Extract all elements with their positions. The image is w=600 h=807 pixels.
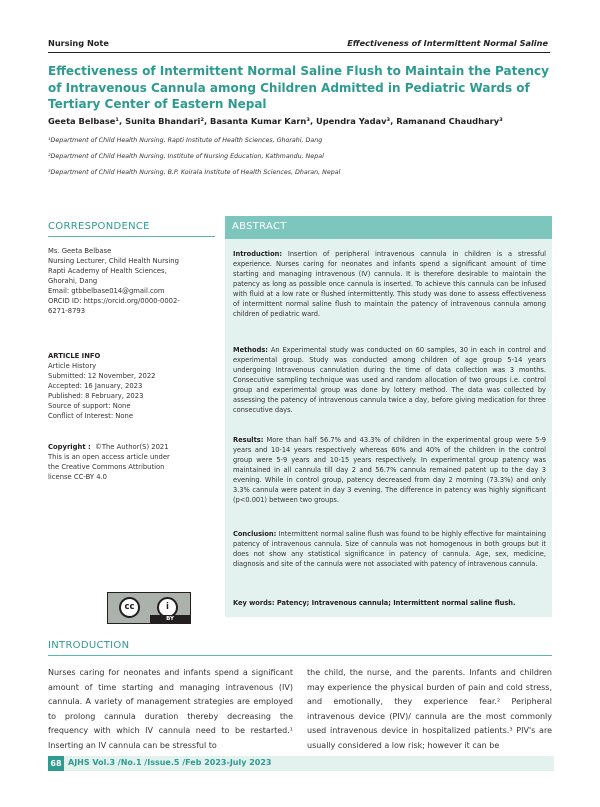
correspondence-line: Ms. Geeta Belbase	[48, 247, 112, 255]
abstract-heading: ABSTRACT	[232, 221, 287, 232]
abstract-results-label: Results:	[233, 436, 264, 444]
abstract-conclusion	[233, 529, 546, 569]
correspondence-heading: CORRESPONDENCE	[48, 221, 150, 232]
abstract-conclusion-label: Conclusion:	[233, 530, 277, 538]
affiliation-1: ¹Department of Child Health Nursing, Rapti Institute of Health Sciences, Ghorahi, Dang	[48, 137, 323, 144]
article-info-line: Accepted: 16 January, 2023	[48, 382, 143, 390]
affiliation-3: ³Department of Child Health Nursing, B.P. Koirala Institute of Health Sciences, Dharan, Nepal	[48, 169, 341, 176]
header-divider	[48, 52, 550, 53]
abstract-methods	[233, 345, 546, 415]
page-number: 68	[48, 756, 64, 771]
abstract-methods-label: Methods:	[233, 346, 268, 354]
copyright-text: ©The Author(S) 2021	[95, 443, 169, 451]
correspondence-orcid-cont[interactable]: 6271-8793	[48, 307, 86, 315]
cc-by-label: BY	[150, 615, 190, 623]
article-title: Effectiveness of Intermittent Normal Saline Flush to Maintain the Patency of Intravenous Cannula among Children Admitted in Pediatric Wards of Tertiary Center of Eastern Nepal	[48, 64, 549, 112]
abstract-methods-text: An Experimental study was conducted on 60 samples, 30 in each in control and experimental group. Study was conducted among children of age group 5-14 years undergoing Intravenous cannulation during the time of data collection was 3 months. Consecutive sampling technique was used and random allocation of two groups i.e. control group and experimental group was done by lottery method. The data was collected by assessing the patency of intravenous cannula twice a day, before giving medication for three consecutive days.	[233, 346, 546, 414]
correspondence-divider	[48, 236, 215, 237]
license-line: the Creative Commons Attribution	[48, 463, 165, 471]
cc-by-license-badge[interactable]	[107, 592, 191, 624]
affiliation-2: ²Department of Child Health Nursing, Institute of Nursing Education, Kathmandu, Nepal	[48, 153, 324, 160]
introduction-column-right: the child, the nurse, and the parents. Infants and children may experience the physical burden of pain and cold stress, and emotionally, they experience fear.² Peripheral intravenous device (PIV)/ cannula are the most commonly used intravenous device in hospitalized patients.³ PIV's are usually considered a low risk; however it can be	[307, 668, 552, 750]
introduction-divider	[48, 655, 552, 656]
creative-commons-icon: cc	[119, 597, 140, 618]
article-info-heading: ARTICLE INFO	[48, 352, 101, 360]
journal-citation: AJHS Vol.3 /No.1 /Issue.5 /Feb 2023-July 2023	[68, 758, 272, 767]
correspondence-block	[48, 246, 216, 316]
article-info-line: Source of support: None	[48, 402, 131, 410]
article-info-block	[48, 351, 216, 421]
correspondence-line: Nursing Lecturer, Child Health Nursing	[48, 257, 179, 265]
abstract-introduction-label: Introduction:	[233, 250, 283, 258]
article-info-line: Published: 8 February, 2023	[48, 392, 144, 400]
copyright-line	[48, 442, 216, 452]
copyright-block	[48, 442, 216, 482]
copyright-label: Copyright :	[48, 443, 91, 451]
article-info-line: Article History	[48, 362, 97, 370]
correspondence-email[interactable]: Email: gtbbelbase014@gmail.com	[48, 287, 165, 295]
running-header-title: Effectiveness of Intermittent Normal Saline	[347, 38, 548, 48]
abstract-results	[233, 435, 546, 505]
license-line: license CC-BY 4.0	[48, 473, 108, 481]
abstract-conclusion-text: Intermittent normal saline flush was found to be highly effective for maintaining patency of intravenous cannula. Size of cannula was not homogenous in both groups but it does not show any statistical significance in patency of cannula. Age, sex, medicine, diagnosis and site of the cannula were not associated with patency of intravenous cannula.	[233, 530, 546, 568]
author-list: Geeta Belbase¹, Sunita Bhandari², Basanta Kumar Karn³, Upendra Yadav³, Ramanand Chaudhary³	[48, 116, 503, 126]
article-info-line: Conflict of Interest: None	[48, 412, 134, 420]
correspondence-line: Rapti Academy of Health Sciences,	[48, 267, 167, 275]
attribution-person-icon: i	[157, 597, 178, 618]
correspondence-orcid[interactable]: ORCID ID: https://orcid.org/0000-0002-	[48, 297, 180, 305]
abstract-introduction	[233, 249, 546, 319]
running-header-section: Nursing Note	[48, 38, 109, 48]
license-line: This is an open access article under	[48, 453, 170, 461]
abstract-results-text: More than half 56.7% and 43.3% of children in the experimental group were 5-9 years and 10-14 years respectively whereas 60% and 40% of the children in the control group were 5-9 years and 10-15 years respectively. In experimental group patency was maintained in all cannula till day 2 and 56.7% cannula remained patent up to the day 3 evening. While in control group, patency decreased from day 2 morning (73.3%) and only 3.3% cannula were patent in day 3 evening. The difference in patency was highly significant (p<0.001) between two groups.	[233, 436, 546, 504]
introduction-heading: INTRODUCTION	[48, 640, 130, 651]
keywords: Key words: Patency; Intravenous cannula; Intermittent normal saline flush.	[233, 599, 516, 607]
abstract-introduction-text: Insertion of peripheral intravenous cannula in children is a stressful experience. Nurses caring for neonates and infants spend a significant amount of time starting and managing intravenous (IV) cannula. It is therefore desirable to maintain the patency as long as possible once cannula is inserted. To achieve this cannula can be infused with fluid at a low rate or flushed intermittently. This study was done to assess effectiveness of intermittent normal saline flush to maintain the patency of intravenous cannula among children of pediatric ward.	[233, 250, 546, 318]
introduction-column-left: Nurses caring for neonates and infants spend a significant amount of time starting and managing intravenous (IV) cannula. A variety of management strategies are employed to prolong cannula duration thereby decreasing the frequency with which IV cannula need to be restarted.¹ Inserting an IV cannula can be stressful to	[48, 668, 293, 750]
article-info-line: Submitted: 12 November, 2022	[48, 372, 156, 380]
correspondence-line: Ghorahi, Dang	[48, 277, 98, 285]
